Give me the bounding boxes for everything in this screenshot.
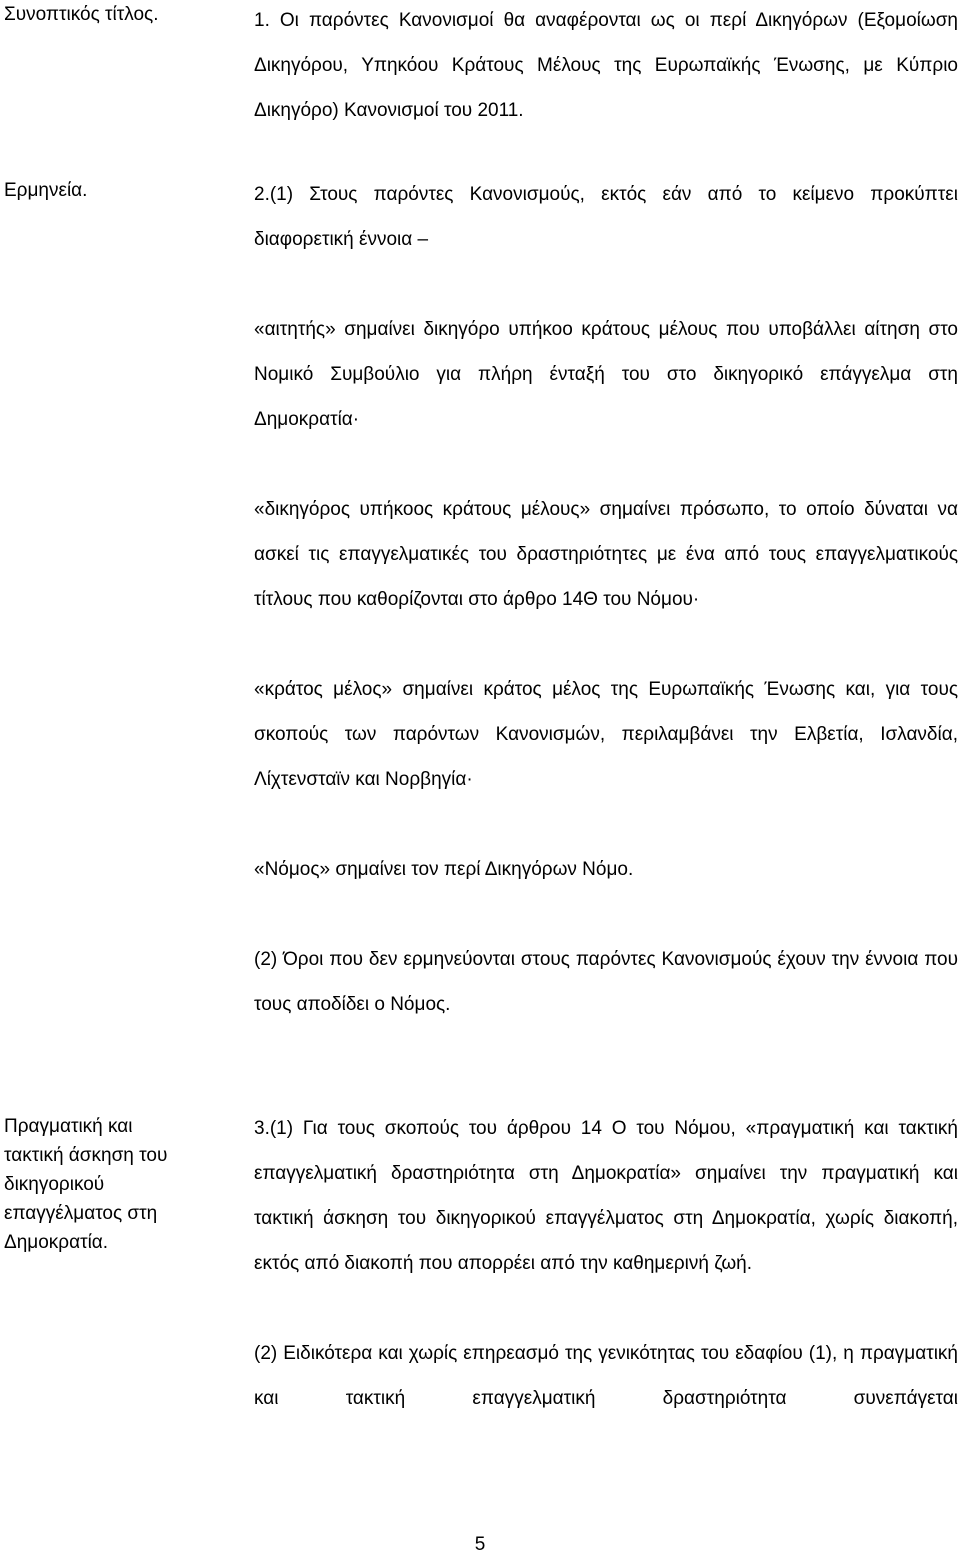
paragraph-3-1: 3.(1) Για τους σκοπούς του άρθρου 14 Ο του Νόμου, «πραγματική και τακτική επαγγελματική δραστηριότητα στη Δημοκρατία» σημαίνει την πραγματική και τακτική άσκηση του δικηγορικού επαγγέλματος στη Δημοκρατία, χωρίς διακοπή, εκτός από διακοπή που απορρέει από την καθημερινή ζωή. [254,1118,958,1274]
paragraph-2-1-intro: 2.(1) Στους παρόντες Κανονισμούς, εκτός εάν από το κείμενο προκύπτει διαφορετική έννοια – [254,184,958,250]
definition-member-state-lawyer: «δικηγόρος υπήκοος κράτους μέλους» σημαίνει πρόσωπο, το οποίο δύναται να ασκεί τις επαγγελματικές του δραστηριότητες με ένα από τους επαγγελματικούς τίτλους που καθορίζονται στο άρθρο 14Θ του Νόμου· [254,499,958,610]
paragraph-1: 1. Οι παρόντες Κανονισμοί θα αναφέρονται ως οι περί Δικηγόρων (Εξομοίωση Δικηγόρου, Υπηκόου Κράτους Μέλους της Ευρωπαϊκής Ένωσης, με Κύπριο Δικηγόρο) Κανονισμοί του 2011. [254,10,958,121]
paragraph-3-2: (2) Ειδικότερα και χωρίς επηρεασμό της γενικότητας του εδαφίου (1), η πραγματική και τακτική επαγγελματική δραστηριότητα συνεπάγεται [254,1343,958,1409]
body-practice [254,1106,958,1421]
body-short-title [254,0,958,133]
paragraph-2-2: (2) Όροι που δεν ερμηνεύονται στους παρόντες Κανονισμούς έχουν την έννοια που τους αποδίδει ο Νόμος. [254,949,958,1015]
definition-law: «Νόμος» σημαίνει τον περί Δικηγόρων Νόμο. [254,859,634,880]
margin-note-practice: Πραγματική και τακτική άσκηση του δικηγορικού επαγγέλματος στη Δημοκρατία. [4,1116,168,1253]
page-number: 5 [474,1534,486,1555]
definition-applicant: «αιτητής» σημαίνει δικηγόρο υπήκοο κράτους μέλους που υποβάλλει αίτηση στο Νομικό Συμβούλιο για πλήρη ένταξή του στο δικηγορικό επάγγελμα στη Δημοκρατία· [254,319,958,430]
definition-member-state: «κράτος μέλος» σημαίνει κράτος μέλος της Ευρωπαϊκής Ένωσης και, για τους σκοπούς των παρόντων Κανονισμών, περιλαμβάνει την Ελβετία, Ισλανδία, Λίχτενσταϊν και Νορβηγία· [254,679,958,790]
margin-note-short-title: Συνοπτικός τίτλος. [4,4,159,25]
margin-note-interpretation: Ερμηνεία. [4,180,88,201]
body-interpretation [254,172,958,1027]
